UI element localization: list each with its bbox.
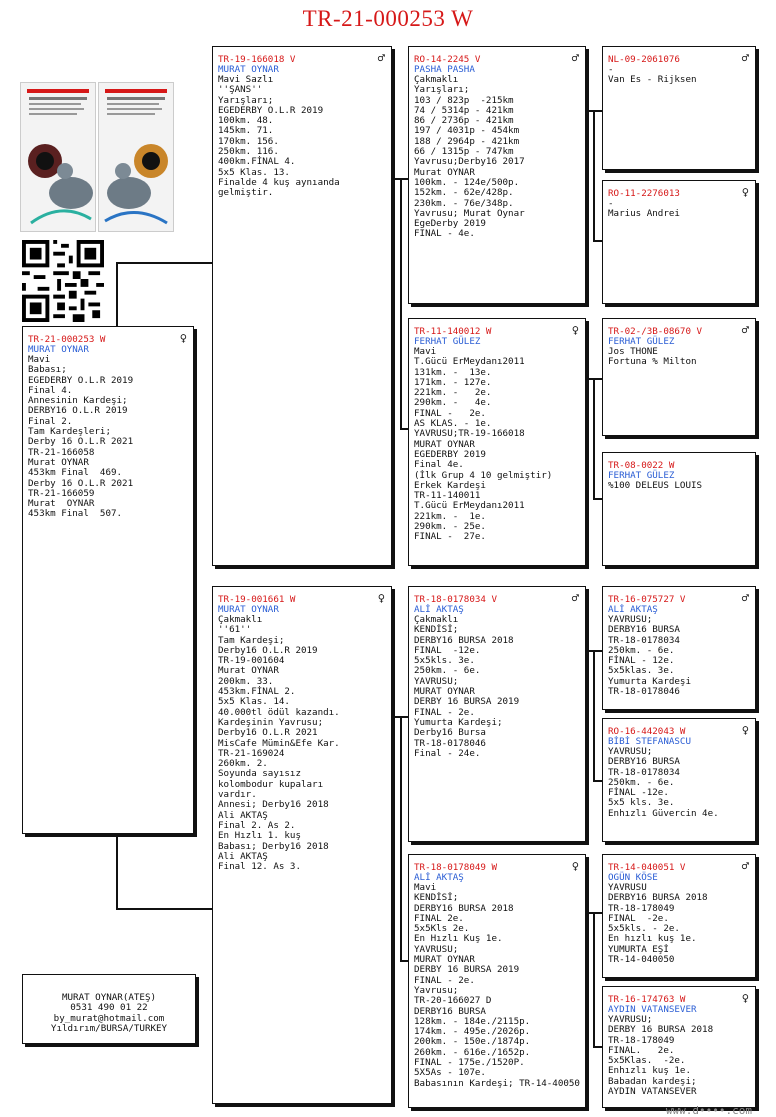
pedigree-line: 5x5kls. - 2e. xyxy=(608,923,680,935)
pedigree-line: Yavrusu;Derby16 2017 xyxy=(414,156,525,168)
watermark: www.d••••.com xyxy=(665,1104,752,1117)
pedigree-line: Babadan kardeşi; xyxy=(608,1075,697,1087)
pedigree-line: TR-19-001604 xyxy=(218,655,285,667)
pedigree-line: FINAL - 175e./1520P. xyxy=(414,1057,525,1069)
pedigree-line: Babası; xyxy=(28,364,67,376)
pedigree-line: Yavrusu; Murat Oynar xyxy=(414,207,525,219)
pedigree-line: EgeDerby 2019 xyxy=(414,218,486,230)
pedigree-line: Babasının Kardeşi; TR-14-40050 xyxy=(414,1077,580,1089)
pedigree-line: TR-21-169024 xyxy=(218,747,285,759)
pedigree-line: En Hızlı Kuş 1e. xyxy=(414,933,503,945)
pedigree-line: Derby16 O.L.R 2021 xyxy=(218,727,318,739)
pedigree-line: Final 2. As 2. xyxy=(218,819,296,831)
dam-dam-card xyxy=(408,854,586,1108)
qr-code xyxy=(22,240,104,322)
pedigree-line: KENDİSİ; xyxy=(414,892,459,904)
pedigree-line: 86 / 2736p - 421km xyxy=(414,115,514,127)
pedigree-line: Çakmaklı xyxy=(414,614,459,625)
pedigree-line: 100km. - 124e/500p. xyxy=(414,176,520,188)
pedigree-line: KENDİSİ; xyxy=(414,624,459,636)
pedigree-line: TR-20-166027 D xyxy=(414,995,492,1007)
male-symbol-icon: ♂ xyxy=(741,859,749,873)
pedigree-line: Soyunda sayısız xyxy=(218,768,301,780)
owner-name: MURAT OYNAR xyxy=(218,604,279,615)
pedigree-line: MisCafe Mümin&Efe Kar. xyxy=(218,737,340,749)
pedigree-line: FINAL. 2e. xyxy=(608,1044,675,1056)
pedigree-line: Mavi Sazlı xyxy=(218,74,274,85)
pedigree-line: Mavi xyxy=(28,354,51,365)
pedigree-line: YAVRUSU; xyxy=(414,675,459,687)
owner-name: OGÜN KÖSE xyxy=(608,872,658,883)
pedigree-line: 5x5 kls. 3e. xyxy=(608,797,675,809)
pedigree-line: Fortuna % Milton xyxy=(608,356,697,368)
ddd-card xyxy=(602,986,756,1108)
pedigree-line: kolombodur kupaları xyxy=(218,778,324,790)
pedigree-line: Final - 24e. xyxy=(414,747,481,759)
pedigree-line: 453km Final 507. xyxy=(28,508,123,520)
pedigree-line: Kardeşinin Yavrusu; xyxy=(218,716,324,728)
pedigree-line: Murat OYNAR xyxy=(218,665,279,677)
pedigree-line: YAVRUSU;TR-19-166018 xyxy=(414,428,525,440)
pedigree-title: TR-21-000253 W xyxy=(302,6,474,31)
pedigree-line: 200km. 33. xyxy=(218,675,274,687)
male-symbol-icon: ♂ xyxy=(741,51,749,65)
pedigree-line: EGEDERBY O.L.R 2019 xyxy=(218,104,324,116)
pedigree-line: YAVRUSU; xyxy=(608,1014,653,1025)
pedigree-line: TR-14-040050 xyxy=(608,954,675,966)
pedigree-line: 453km Final 469. xyxy=(28,467,123,479)
ring-number: TR-08-0022 W xyxy=(608,460,675,471)
male-symbol-icon: ♂ xyxy=(741,591,749,605)
dss-card xyxy=(602,586,756,710)
pedigree-line: 131km. - 13e. xyxy=(414,366,492,378)
pedigree-line: En Hızlı 1. kuş xyxy=(218,830,301,842)
pedigree-line: 100km. 48. xyxy=(218,115,274,127)
ring-number: RO-16-442043 W xyxy=(608,726,686,737)
pedigree-line: Marius Andrei xyxy=(608,208,680,220)
pedigree-line: DERBY 16 BURSA 2019 xyxy=(414,696,520,708)
pedigree-line: FINAL -2e. xyxy=(608,912,669,924)
pedigree-line: 290km. - 4e. xyxy=(414,397,492,409)
contact-phone: 0531 490 01 22 xyxy=(70,1002,148,1014)
dds-card xyxy=(602,854,756,978)
pedigree-line: 74 / 5314p - 421km xyxy=(414,104,514,116)
pedigree-line: 5x5klas. 3e. xyxy=(608,665,675,677)
pedigree-line: DERBY16 BURSA 2018 xyxy=(414,902,514,914)
pedigree-line: FINAL -12e. xyxy=(414,644,481,656)
pedigree-line: FİNAL -12e. xyxy=(608,787,669,799)
pedigree-line: YAVRUSU xyxy=(608,882,647,893)
pedigree-line: 260km. - 616e./1652p. xyxy=(414,1046,531,1058)
owner-name: FERHAT GÜLEZ xyxy=(414,336,481,347)
pedigree-line: Annesinin Kardeşi; xyxy=(28,395,128,407)
pedigree-line: Enhızlı kuş 1e. xyxy=(608,1065,691,1077)
ring-number: TR-19-166018 V xyxy=(218,54,296,65)
owner-name: ALİ AKTAŞ xyxy=(414,604,464,615)
pedigree-line: Derby16 Bursa xyxy=(414,727,486,739)
pedigree-line: Yumurta Kardeşi; xyxy=(414,716,503,728)
pedigree-line: 145km. 71. xyxy=(218,125,274,137)
pedigree-line: Final 4e. xyxy=(414,459,464,471)
pedigree-line: TR-11-140011 xyxy=(414,490,481,502)
sire-sire-card xyxy=(408,46,586,304)
ring-number: RO-11-2276013 xyxy=(608,188,680,199)
pedigree-line: TR-18-0178034 xyxy=(608,766,680,778)
pedigree-line: Murat OYNAR xyxy=(28,456,89,468)
pedigree-line: Final 4. xyxy=(28,384,73,396)
owner-name: AYDIN VATANSEVER xyxy=(608,1004,697,1015)
pedigree-line: 128km. - 184e./2115p. xyxy=(414,1015,531,1027)
sire-dam-card xyxy=(408,318,586,566)
owner-name: ALİ AKTAŞ xyxy=(608,604,658,615)
pedigree-line: Jos THONE xyxy=(608,346,658,357)
pedigree-line: Annesi; Derby16 2018 xyxy=(218,799,329,811)
pedigree-line: TR-21-166058 xyxy=(28,446,95,458)
ring-number: TR-18-0178049 W xyxy=(414,862,497,873)
pedigree-line: TR-18-0178046 xyxy=(608,686,680,698)
pedigree-line: Babası; Derby16 2018 xyxy=(218,840,329,852)
pedigree-line: 221km. - 2e. xyxy=(414,387,492,399)
pedigree-line: 290km. - 25e. xyxy=(414,521,486,533)
pedigree-line: YAVRUSU; xyxy=(608,746,653,757)
pedigree-line: MURAT OYNAR xyxy=(414,686,475,698)
pedigree-line: 230km. - 76e/348p. xyxy=(414,197,514,209)
pedigree-line: Tam Kardeşi; xyxy=(218,634,285,646)
pedigree-line: TR-18-0178034 xyxy=(608,634,680,646)
owner-name: ALİ AKTAŞ xyxy=(414,872,464,883)
pedigree-line: 103 / 823p -215km xyxy=(414,94,514,106)
pedigree-line: 188 / 2964p - 421km xyxy=(414,135,520,147)
pedigree-line: Murat OYNAR xyxy=(28,498,95,510)
pedigree-line: Ali AKTAŞ xyxy=(218,850,268,862)
pedigree-line: Yumurta Kardeşi xyxy=(608,675,691,687)
pedigree-line: Derby 16 O.L.R 2021 xyxy=(28,436,134,448)
pedigree-line: Tam Kardeşleri; xyxy=(28,426,111,438)
contact-email: by_murat@hotmail.com xyxy=(53,1012,165,1024)
owner-name: MURAT OYNAR xyxy=(28,344,89,355)
pedigree-line: MURAT OYNAR xyxy=(414,438,475,450)
pedigree-line: DERBY16 O.L.R 2019 xyxy=(28,405,128,417)
ring-number: TR-11-140012 W xyxy=(414,326,492,337)
pedigree-line: Mavi xyxy=(414,346,437,357)
pigeon-photos xyxy=(20,82,172,232)
pedigree-line: 152km. - 62e/428p. xyxy=(414,187,514,199)
pedigree-line: Yarışları; xyxy=(414,84,470,96)
dsd-card xyxy=(602,718,756,842)
pedigree-line: vardır. xyxy=(218,789,257,801)
ring-number: TR-16-174763 W xyxy=(608,994,686,1005)
pedigree-line: 5x5Klas. -2e. xyxy=(608,1055,686,1067)
pedigree-line: 171km. - 127e. xyxy=(414,376,492,388)
female-symbol-icon: ♀ xyxy=(741,185,749,199)
pedigree-line: T.Gücü ErMeydanı2011 xyxy=(414,356,525,368)
owner-name: FERHAT GÜLEZ xyxy=(608,336,675,347)
pedigree-line: 221km. - 1e. xyxy=(414,510,486,522)
female-symbol-icon: ♀ xyxy=(741,723,749,737)
breeder-contact xyxy=(22,974,196,1044)
pedigree-line: EGEDERBY O.L.R 2019 xyxy=(28,374,134,386)
pedigree-line: Ali AKTAŞ xyxy=(218,809,268,821)
sss-card xyxy=(602,46,756,170)
pedigree-line: FINAL - 2e. xyxy=(414,706,475,718)
owner-name: BİBİ STEFANASCU xyxy=(608,736,691,747)
pedigree-line: Yarışları; xyxy=(218,94,274,106)
female-symbol-icon: ♀ xyxy=(571,323,579,337)
pedigree-line: 5X5As - 107e. xyxy=(414,1067,486,1079)
pedigree-line: DERBY 16 BURSA 2018 xyxy=(608,1024,714,1036)
pedigree-line: Van Es - Rijksen xyxy=(608,74,697,86)
pedigree-line: YUMURTA EŞİ xyxy=(608,943,669,955)
pedigree-line: T.Gücü ErMeydanı2011 xyxy=(414,500,525,512)
ring-number: NL-09-2061076 xyxy=(608,54,680,65)
pedigree-line: Finalde 4 kuş aynıanda xyxy=(218,176,340,188)
contact-address: Yıldırım/BURSA/TURKEY xyxy=(50,1022,168,1034)
ring-number: TR-02-/3B-08670 V xyxy=(608,326,703,337)
pedigree-line: DERBY 16 BURSA 2019 xyxy=(414,964,520,976)
pedigree-line: En hızlı kuş 1e. xyxy=(608,933,697,945)
male-symbol-icon: ♂ xyxy=(741,323,749,337)
pedigree-line: 200km. - 150e./1874p. xyxy=(414,1036,531,1048)
pedigree-line: TR-18-178049 xyxy=(608,902,675,914)
subject-card xyxy=(22,326,194,834)
pedigree-line: Çakmaklı xyxy=(218,614,263,625)
pedigree-line: Enhızlı Güvercin 4e. xyxy=(608,807,719,819)
pedigree-line: Derby16 O.L.R 2019 xyxy=(218,644,318,656)
pedigree-line: 250km. 116. xyxy=(218,146,279,158)
female-symbol-icon: ♀ xyxy=(741,991,749,1005)
sds-card xyxy=(602,318,756,436)
pedigree-line: FINAL 2e. xyxy=(414,912,464,924)
pedigree-line: TR-21-166059 xyxy=(28,487,95,499)
owner-name: PASHA PASHA xyxy=(414,64,475,75)
ring-number: TR-14-040051 V xyxy=(608,862,686,873)
pedigree-line: DERBY16 BURSA 2018 xyxy=(608,892,708,904)
pedigree-line: ''ŞANS'' xyxy=(218,84,263,96)
pedigree-line: Mavi xyxy=(414,882,437,893)
ring-number: TR-21-000253 W xyxy=(28,334,106,345)
ssd-card xyxy=(602,180,756,304)
female-symbol-icon: ♀ xyxy=(571,859,579,873)
pedigree-line: AYDIN VATANSEVER xyxy=(608,1086,697,1098)
pedigree-line: 453km.FİNAL 2. xyxy=(218,686,296,698)
pedigree-line: - xyxy=(608,198,614,209)
pedigree-line: 40.000tl ödül kazandı. xyxy=(218,706,340,718)
pedigree-line: MURAT OYNAR xyxy=(414,954,475,966)
pedigree-line: 5x5 Klas. 14. xyxy=(218,696,290,708)
pedigree-line: FINAL - 2e. xyxy=(414,974,475,986)
pedigree-line: 250km. - 6e. xyxy=(414,665,481,677)
owner-name: FERHAT GÜLEZ xyxy=(608,470,675,481)
pedigree-line: 5x5 Klas. 13. xyxy=(218,166,290,178)
pedigree-line: AS KLAS. - 1e. xyxy=(414,418,492,430)
pedigree-line: Çakmaklı xyxy=(414,74,459,85)
contact-name: MURAT OYNAR(ATEŞ) xyxy=(61,992,157,1003)
pedigree-line: FINAL - 4e. xyxy=(414,228,475,240)
pedigree-line: Derby 16 O.L.R 2021 xyxy=(28,477,134,489)
pedigree-line: Erkek Kardeşi xyxy=(414,479,486,491)
pedigree-line: 400km.FİNAL 4. xyxy=(218,156,296,168)
pedigree-line: ''61'' xyxy=(218,624,252,636)
male-symbol-icon: ♂ xyxy=(571,51,579,65)
pedigree-line: DERBY16 BURSA 2018 xyxy=(414,634,514,646)
pedigree-line: Yavrusu; xyxy=(414,984,459,996)
pedigree-line: EGEDERBY 2019 xyxy=(414,448,486,460)
ring-number: TR-16-075727 V xyxy=(608,594,686,605)
pedigree-line: DERBY16 BURSA xyxy=(608,756,680,768)
ring-number: RO-14-2245 V xyxy=(414,54,481,65)
ring-number: TR-19-001661 W xyxy=(218,594,296,605)
pedigree-line: DERBY16 BURSA xyxy=(608,624,680,636)
pedigree-line: Murat OYNAR xyxy=(414,166,475,178)
pedigree-line: DERBY16 BURSA xyxy=(414,1005,486,1017)
pedigree-line: 260km. 2. xyxy=(218,758,268,770)
pedigree-line: 174km. - 495e./2026p. xyxy=(414,1026,531,1038)
pedigree-line: (İlk Grup 4 10 gelmiştir) xyxy=(414,469,553,481)
pedigree-line: FİNAL - 12e. xyxy=(608,655,675,667)
pedigree-line: 170km. 156. xyxy=(218,135,279,147)
pedigree-line: 5x5Kls 2e. xyxy=(414,923,470,935)
dam-sire-card xyxy=(408,586,586,842)
pedigree-line: YAVRUSU; xyxy=(608,614,653,625)
pedigree-line: 197 / 4031p - 454km xyxy=(414,125,520,137)
pedigree-line: YAVRUSU; xyxy=(414,943,459,955)
pedigree-line: TR-18-178049 xyxy=(608,1034,675,1046)
female-symbol-icon: ♀ xyxy=(377,591,385,605)
pedigree-line: 66 / 1315p - 747km xyxy=(414,146,514,158)
pedigree-line: 250km. - 6e. xyxy=(608,776,675,788)
pedigree-line: TR-18-0178046 xyxy=(414,737,486,749)
owner-name: MURAT OYNAR xyxy=(218,64,279,75)
pedigree-line: Final 12. As 3. xyxy=(218,861,301,873)
dam-card xyxy=(212,586,392,1104)
male-symbol-icon: ♂ xyxy=(571,591,579,605)
ring-number: TR-18-0178034 V xyxy=(414,594,497,605)
pedigree-line: gelmiştir. xyxy=(218,187,274,199)
pedigree-line: - xyxy=(608,64,614,75)
pedigree-line: %100 DELEUS LOUIS xyxy=(608,480,703,491)
pedigree-line: 5x5kls. 3e. xyxy=(414,655,475,667)
pedigree-line: FINAL - 27e. xyxy=(414,531,486,543)
pedigree-line: 250km. - 6e. xyxy=(608,644,675,656)
sire-card xyxy=(212,46,392,566)
sdd-card xyxy=(602,452,756,566)
male-symbol-icon: ♂ xyxy=(377,51,385,65)
female-symbol-icon: ♀ xyxy=(179,331,187,345)
pedigree-line: Final 2. xyxy=(28,415,73,427)
pedigree-line: FINAL - 2e. xyxy=(414,407,486,419)
